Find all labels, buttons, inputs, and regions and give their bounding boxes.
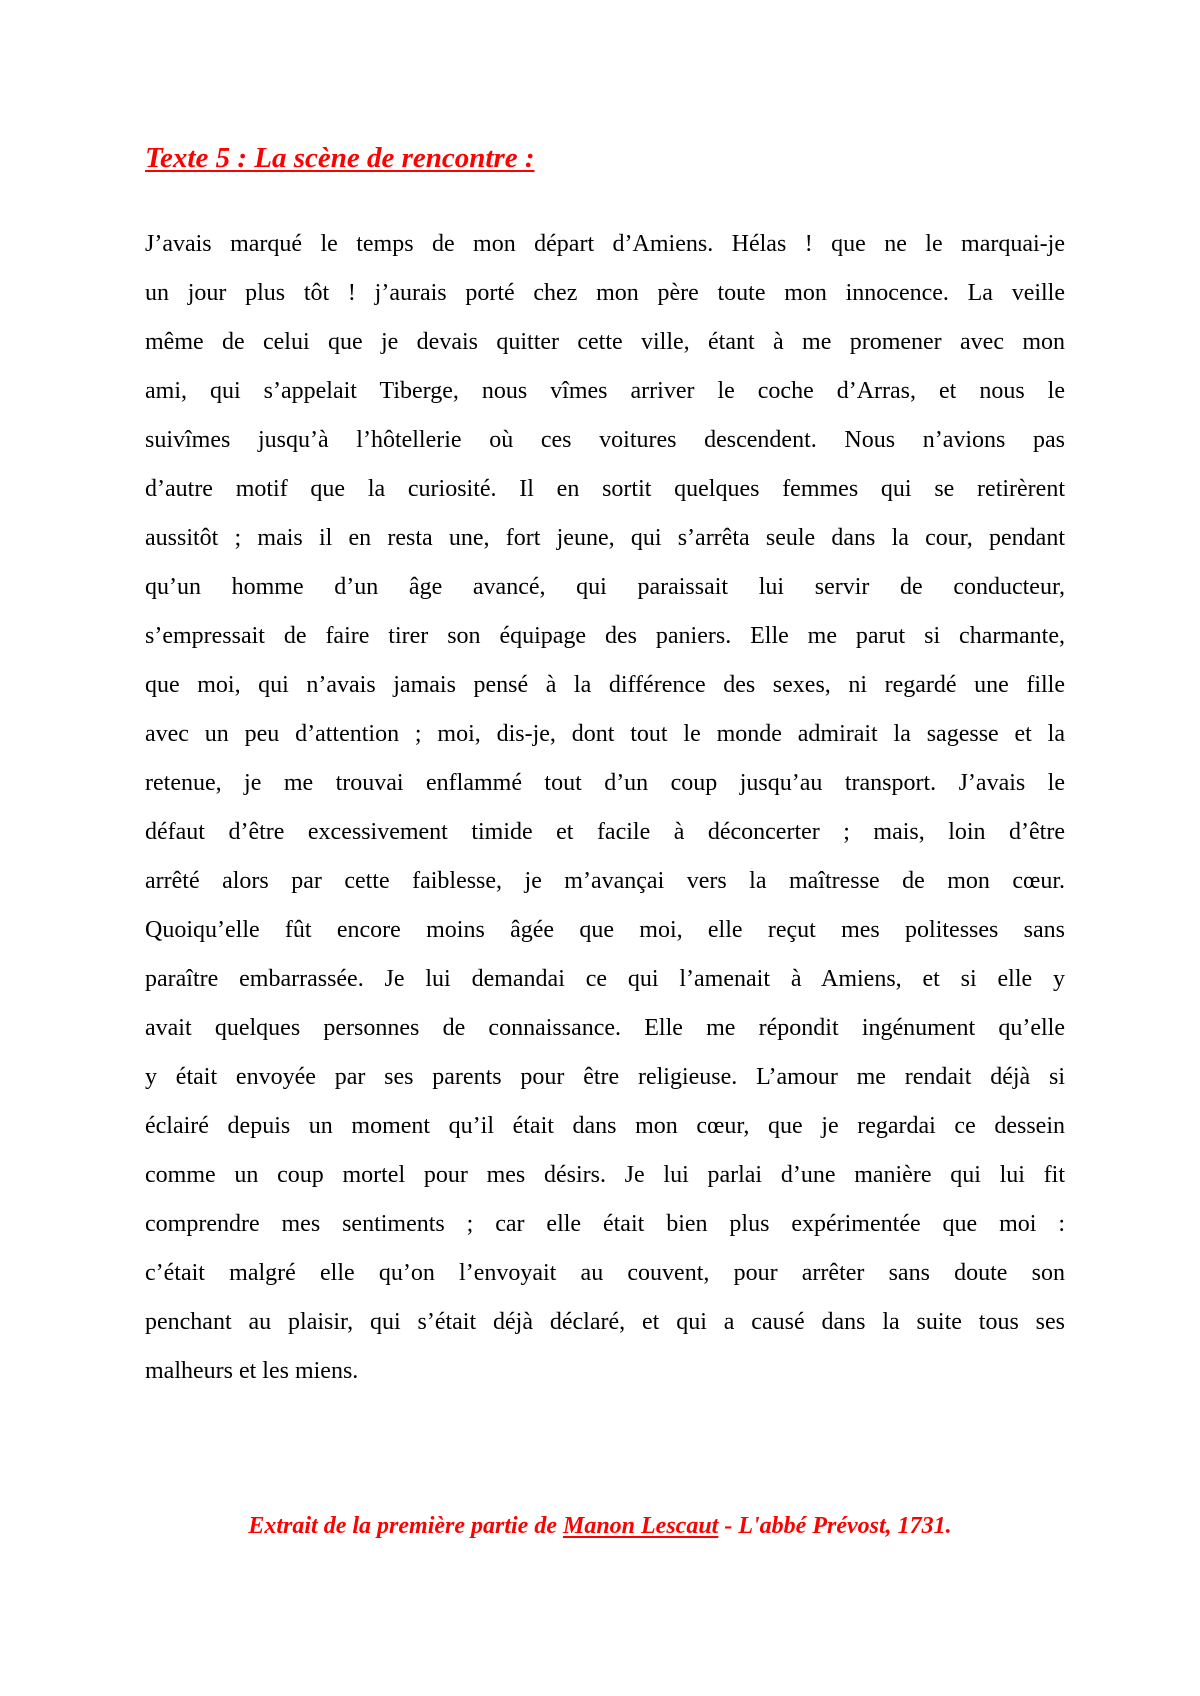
text-line: un jour plus tôt ! j’aurais porté chez mon père toute mon innocence. La veille (145, 280, 1065, 306)
text-line: Quoiqu’elle fût encore moins âgée que moi, elle reçut mes politesses sans (145, 917, 1065, 943)
text-line: y était envoyée par ses parents pour être religieuse. L’amour me rendait déjà si (145, 1064, 1065, 1090)
text-line: arrêté alors par cette faiblesse, je m’avançai vers la maîtresse de mon cœur. (145, 868, 1065, 894)
text-line: retenue, je me trouvai enflammé tout d’un coup jusqu’au transport. J’avais le (145, 770, 1065, 796)
passage-text (145, 220, 1065, 1396)
citation-suffix: - L'abbé Prévost, 1731. (718, 1513, 952, 1539)
text-line: malheurs et les miens. (145, 1358, 359, 1384)
source-citation (0, 1513, 1200, 1540)
text-line: éclairé depuis un moment qu’il était dans mon cœur, que je regardai ce dessein (145, 1113, 1065, 1139)
text-line: qu’un homme d’un âge avancé, qui paraissait lui servir de conducteur, (145, 574, 1065, 600)
text-line: c’était malgré elle qu’on l’envoyait au couvent, pour arrêter sans doute son (145, 1260, 1065, 1286)
text-line: avec un peu d’attention ; moi, dis-je, dont tout le monde admirait la sagesse et la (145, 721, 1065, 747)
document-title: Texte 5 : La scène de rencontre : (145, 142, 535, 174)
text-line: d’autre motif que la curiosité. Il en sortit quelques femmes qui se retirèrent (145, 476, 1065, 502)
text-line: comme un coup mortel pour mes désirs. Je lui parlai d’une manière qui lui fit (145, 1162, 1065, 1188)
text-line: même de celui que je devais quitter cette ville, étant à me promener avec mon (145, 329, 1065, 355)
text-line: défaut d’être excessivement timide et facile à déconcerter ; mais, loin d’être (145, 819, 1065, 845)
text-line: penchant au plaisir, qui s’était déjà déclaré, et qui a causé dans la suite tous ses (145, 1309, 1065, 1335)
text-line: paraître embarrassée. Je lui demandai ce qui l’amenait à Amiens, et si elle y (145, 966, 1065, 992)
text-line: avait quelques personnes de connaissance. Elle me répondit ingénument qu’elle (145, 1015, 1065, 1041)
text-line: que moi, qui n’avais jamais pensé à la différence des sexes, ni regardé une fille (145, 672, 1065, 698)
text-line: aussitôt ; mais il en resta une, fort jeune, qui s’arrêta seule dans la cour, pendant (145, 525, 1065, 551)
citation-prefix: Extrait de la première partie de (248, 1513, 563, 1539)
book-title: Manon Lescaut (562, 1513, 719, 1539)
text-line: J’avais marqué le temps de mon départ d’Amiens. Hélas ! que ne le marquai-je (145, 231, 1065, 257)
text-line: suivîmes jusqu’à l’hôtellerie où ces voitures descendent. Nous n’avions pas (145, 427, 1065, 453)
text-line: s’empressait de faire tirer son équipage des paniers. Elle me parut si charmante, (145, 623, 1065, 649)
text-line: ami, qui s’appelait Tiberge, nous vîmes arriver le coche d’Arras, et nous le (145, 378, 1065, 404)
text-line: comprendre mes sentiments ; car elle était bien plus expérimentée que moi : (145, 1211, 1065, 1237)
